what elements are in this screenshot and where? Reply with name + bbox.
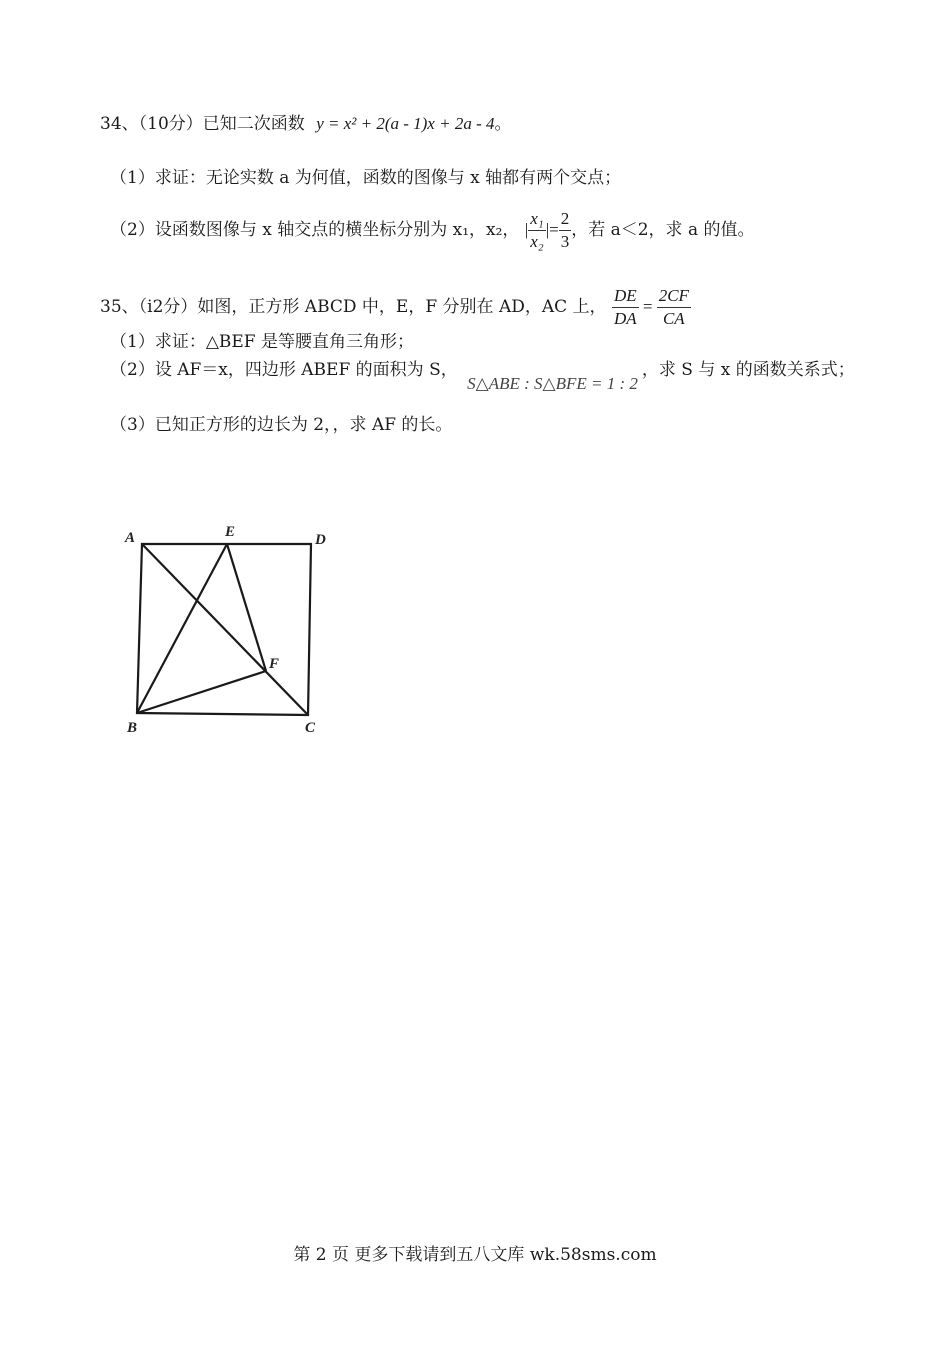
q34-end: 。 bbox=[494, 114, 512, 134]
q35-stem: 35、（i2分）如图，正方形 ABCD 中，E，F 分别在 AD，AC 上， $\frac{DE}{DA}$ = $\frac{2CF}{CA}$ bbox=[100, 286, 689, 328]
label-c: C bbox=[305, 720, 316, 736]
page-footer: 第 2 页 更多下载请到五八文库 wk.58sms.com bbox=[293, 1245, 657, 1265]
q35-intro: 如图，正方形 ABCD 中，E，F 分别在 AD，AC 上， bbox=[197, 297, 607, 317]
q35-part2-post: ，求 S 与 x 的函数关系式； bbox=[641, 360, 855, 380]
q34-ratio-fraction: $\frac{\text{x₁}}{\text{x₂}}$ bbox=[530, 209, 544, 251]
label-e: E bbox=[225, 524, 236, 540]
q34-stem bbox=[100, 112, 511, 136]
label-f: F bbox=[269, 656, 280, 672]
q35-fraction-de-da: $\frac{DE}{DA}$ bbox=[613, 286, 637, 328]
q35-part2-pre: （2）设 AF＝x，四边形 ABEF 的面积为 S， bbox=[110, 360, 458, 380]
q35-score: （i2分） bbox=[138, 297, 198, 317]
q34-part1: （1）求证：无论实数 a 为何值，函数的图像与 x 轴都有两个交点； bbox=[110, 168, 622, 188]
q35-number: 35、 bbox=[100, 297, 139, 317]
q35-fraction-cf-ca: $\frac{2CF}{CA}$ bbox=[658, 286, 689, 328]
q34-number: 34、 bbox=[100, 114, 139, 134]
q34-intro: 已知二次函数 bbox=[202, 114, 305, 134]
q34-part2: （2）设函数图像与 x 轴交点的横坐标分别为 x₁，x₂， | $\frac{\text{x₁}}{\text{x₂}}$ |= $\frac{2}{3}$ ，若 a＜2，求 a 的值。 bbox=[110, 209, 755, 251]
q34-part2-post: ，若 a＜2，求 a 的值。 bbox=[571, 220, 755, 240]
diagonal-ac bbox=[142, 544, 308, 715]
q34-score: （10分） bbox=[138, 114, 203, 134]
q34-formula: y = x² + 2(a - 1)x + 2a - 4 bbox=[316, 114, 495, 133]
q34-value-fraction: $\frac{2}{3}$ bbox=[560, 209, 570, 251]
label-d: D bbox=[315, 532, 326, 548]
q35-area-ratio: S△ABE : S△BFE = 1 : 2 bbox=[467, 374, 638, 393]
label-a: A bbox=[125, 530, 136, 546]
label-b: B bbox=[127, 720, 138, 736]
q35-part3: （3）已知正方形的边长为 2，，求 AF 的长。 bbox=[110, 415, 453, 435]
square-figure bbox=[115, 520, 355, 750]
q34-part2-pre: （2）设函数图像与 x 轴交点的横坐标分别为 x₁，x₂， bbox=[110, 220, 520, 240]
q35-part2 bbox=[110, 358, 855, 393]
q35-part1: （1）求证：△BEF 是等腰直角三角形； bbox=[110, 332, 414, 352]
